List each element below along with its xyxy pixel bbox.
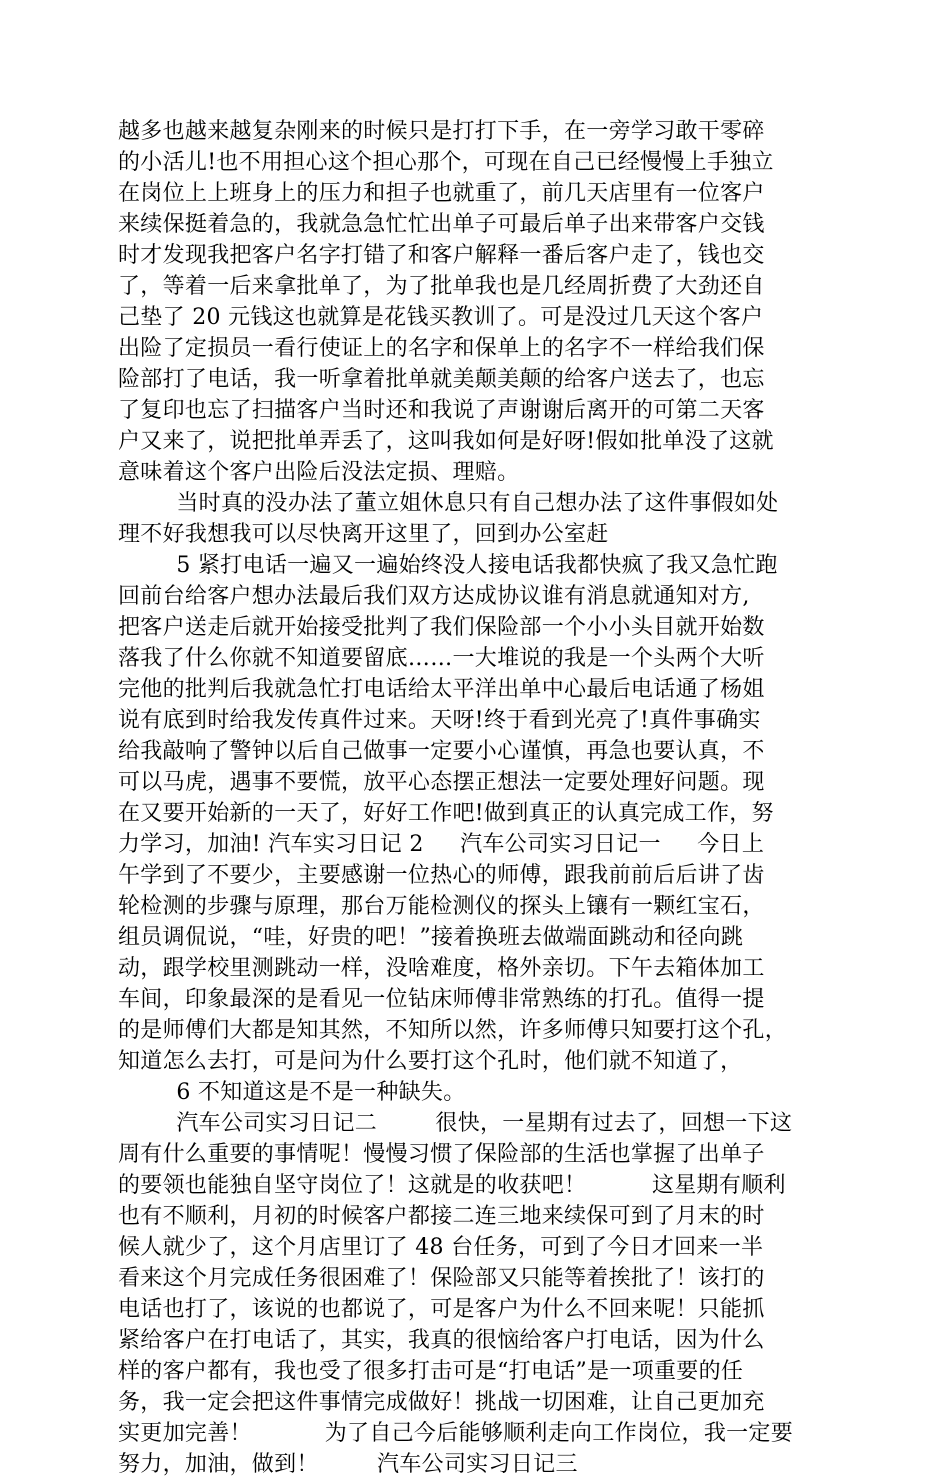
text-line: 理不好我想我可以尽快离开这里了，回到办公室赶 xyxy=(118,522,609,547)
text-line: 己垫了 20 元钱这也就算是花钱买教训了。可是没过几天这个客户 xyxy=(118,305,764,330)
text-line: 当时真的没办法了董立姐休息只有自己想办法了这件事假如处 xyxy=(118,491,779,516)
text-line: 组员调侃说，“哇，好贵的吧！”接着换班去做端面跳动和径向跳 xyxy=(118,925,744,950)
text-line: 紧给客户在打电话了，其实，我真的很恼给客户打电话，因为什么 xyxy=(118,1328,765,1353)
text-line: 的要领也能独自坚守岗位了！这就是的收获吧！ 这星期有顺利 xyxy=(118,1173,786,1198)
text-line: 候人就少了，这个月店里订了 48 台任务，可到了今日才回来一半 xyxy=(118,1235,764,1260)
text-line: 在又要开始新的一天了，好好工作吧!做到真正的认真完成工作，努 xyxy=(118,801,774,826)
text-line: 努力，加油，做到！ 汽车公司实习日记三 xyxy=(118,1452,578,1477)
text-line: 出险了定损员一看行使证上的名字和保单上的名字不一样给我们保 xyxy=(118,336,765,361)
text-line: 车间，印象最深的是看见一位钻床师傅非常熟练的打孔。值得一提 xyxy=(118,987,765,1012)
text-line: 知道怎么去打，可是问为什么要打这个孔时，他们就不知道了， xyxy=(118,1049,743,1074)
text-line: 务，我一定会把这件事情完成做好！挑战一切困难，让自己更加充 xyxy=(118,1390,765,1415)
text-line: 午学到了不要少，主要感谢一位热心的师傅，跟我前前后后讲了齿 xyxy=(118,863,765,888)
text-line: 完他的批判后我就急忙打电话给太平洋出单中心最后电话通了杨姐 xyxy=(118,677,765,702)
text-line: 落我了什么你就不知道要留底……一大堆说的我是一个头两个大听 xyxy=(118,646,765,671)
text-line: 样的客户都有，我也受了很多打击可是“打电话”是一项重要的任 xyxy=(118,1359,744,1384)
text-line: 险部打了电话，我一听拿着批单就美颠美颠的给客户送去了，也忘 xyxy=(118,367,765,392)
text-line: 也有不顺利，月初的时候客户都接二连三地来续保可到了月末的时 xyxy=(118,1204,765,1229)
text-line: 时才发现我把客户名字打错了和客户解释一番后客户走了，钱也交 xyxy=(118,243,765,268)
text-line: 看来这个月完成任务很困难了！保险部又只能等着挨批了！该打的 xyxy=(118,1266,765,1291)
text-line: 5 紧打电话一遍又一遍始终没人接电话我都快疯了我又急忙跑 xyxy=(118,553,778,578)
text-line: 6 不知道这是不是一种缺失。 xyxy=(118,1080,466,1105)
text-line: 说有底到时给我发传真件过来。天呀!终于看到光亮了!真件事确实 xyxy=(118,708,761,733)
text-line: 来续保挺着急的，我就急急忙忙出单子可最后单子出来带客户交钱 xyxy=(118,212,765,237)
text-line: 电话也打了，该说的也都说了，可是客户为什么不回来呢！只能抓 xyxy=(118,1297,765,1322)
text-line: 在岗位上上班身上的压力和担子也就重了，前几天店里有一位客户 xyxy=(118,181,765,206)
text-line: 周有什么重要的事情呢！慢慢习惯了保险部的生活也掌握了出单子 xyxy=(118,1142,765,1167)
text-line: 动，跟学校里测跳动一样，没啥难度，格外亲切。下午去箱体加工 xyxy=(118,956,765,981)
text-line: 实更加完善！ 为了自己今后能够顺利走向工作岗位，我一定要 xyxy=(118,1421,794,1446)
text-line: 可以马虎，遇事不要慌，放平心态摆正想法一定要处理好问题。现 xyxy=(118,770,765,795)
text-line: 了，等着一后来拿批单了，为了批单我也是几经周折费了大劲还自 xyxy=(118,274,765,299)
document-body xyxy=(118,116,818,1480)
text-line: 给我敲响了警钟以后自己做事一定要小心谨慎，再急也要认真，不 xyxy=(118,739,765,764)
text-line: 意味着这个客户出险后没法定损、理赔。 xyxy=(118,460,520,485)
text-line: 越多也越来越复杂刚来的时候只是打打下手，在一旁学习敢干零碎 xyxy=(118,119,765,144)
text-line: 了复印也忘了扫描客户当时还和我说了声谢谢后离开的可第二天客 xyxy=(118,398,765,423)
text-line: 的是师傅们大都是知其然，不知所以然，许多师傅只知要打这个孔， xyxy=(118,1018,788,1043)
text-line: 轮检测的步骤与原理，那台万能检测仪的探头上镶有一颗红宝石， xyxy=(118,894,765,919)
text-line: 户又来了，说把批单弄丢了，这叫我如何是好呀!假如批单没了这就 xyxy=(118,429,774,454)
text-line: 回前台给客户想办法最后我们双方达成协议谁有消息就通知对方, xyxy=(118,584,750,609)
text-line: 力学习，加油! 汽车实习日记 2 汽车公司实习日记一 今日上 xyxy=(118,832,765,857)
text-line: 的小活儿!也不用担心这个担心那个，可现在自己已经慢慢上手独立 xyxy=(118,150,774,175)
text-line: 汽车公司实习日记二 很快，一星期有过去了，回想一下这 xyxy=(118,1111,793,1136)
text-line: 把客户送走后就开始接受批判了我们保险部一个小小头目就开始数 xyxy=(118,615,765,640)
